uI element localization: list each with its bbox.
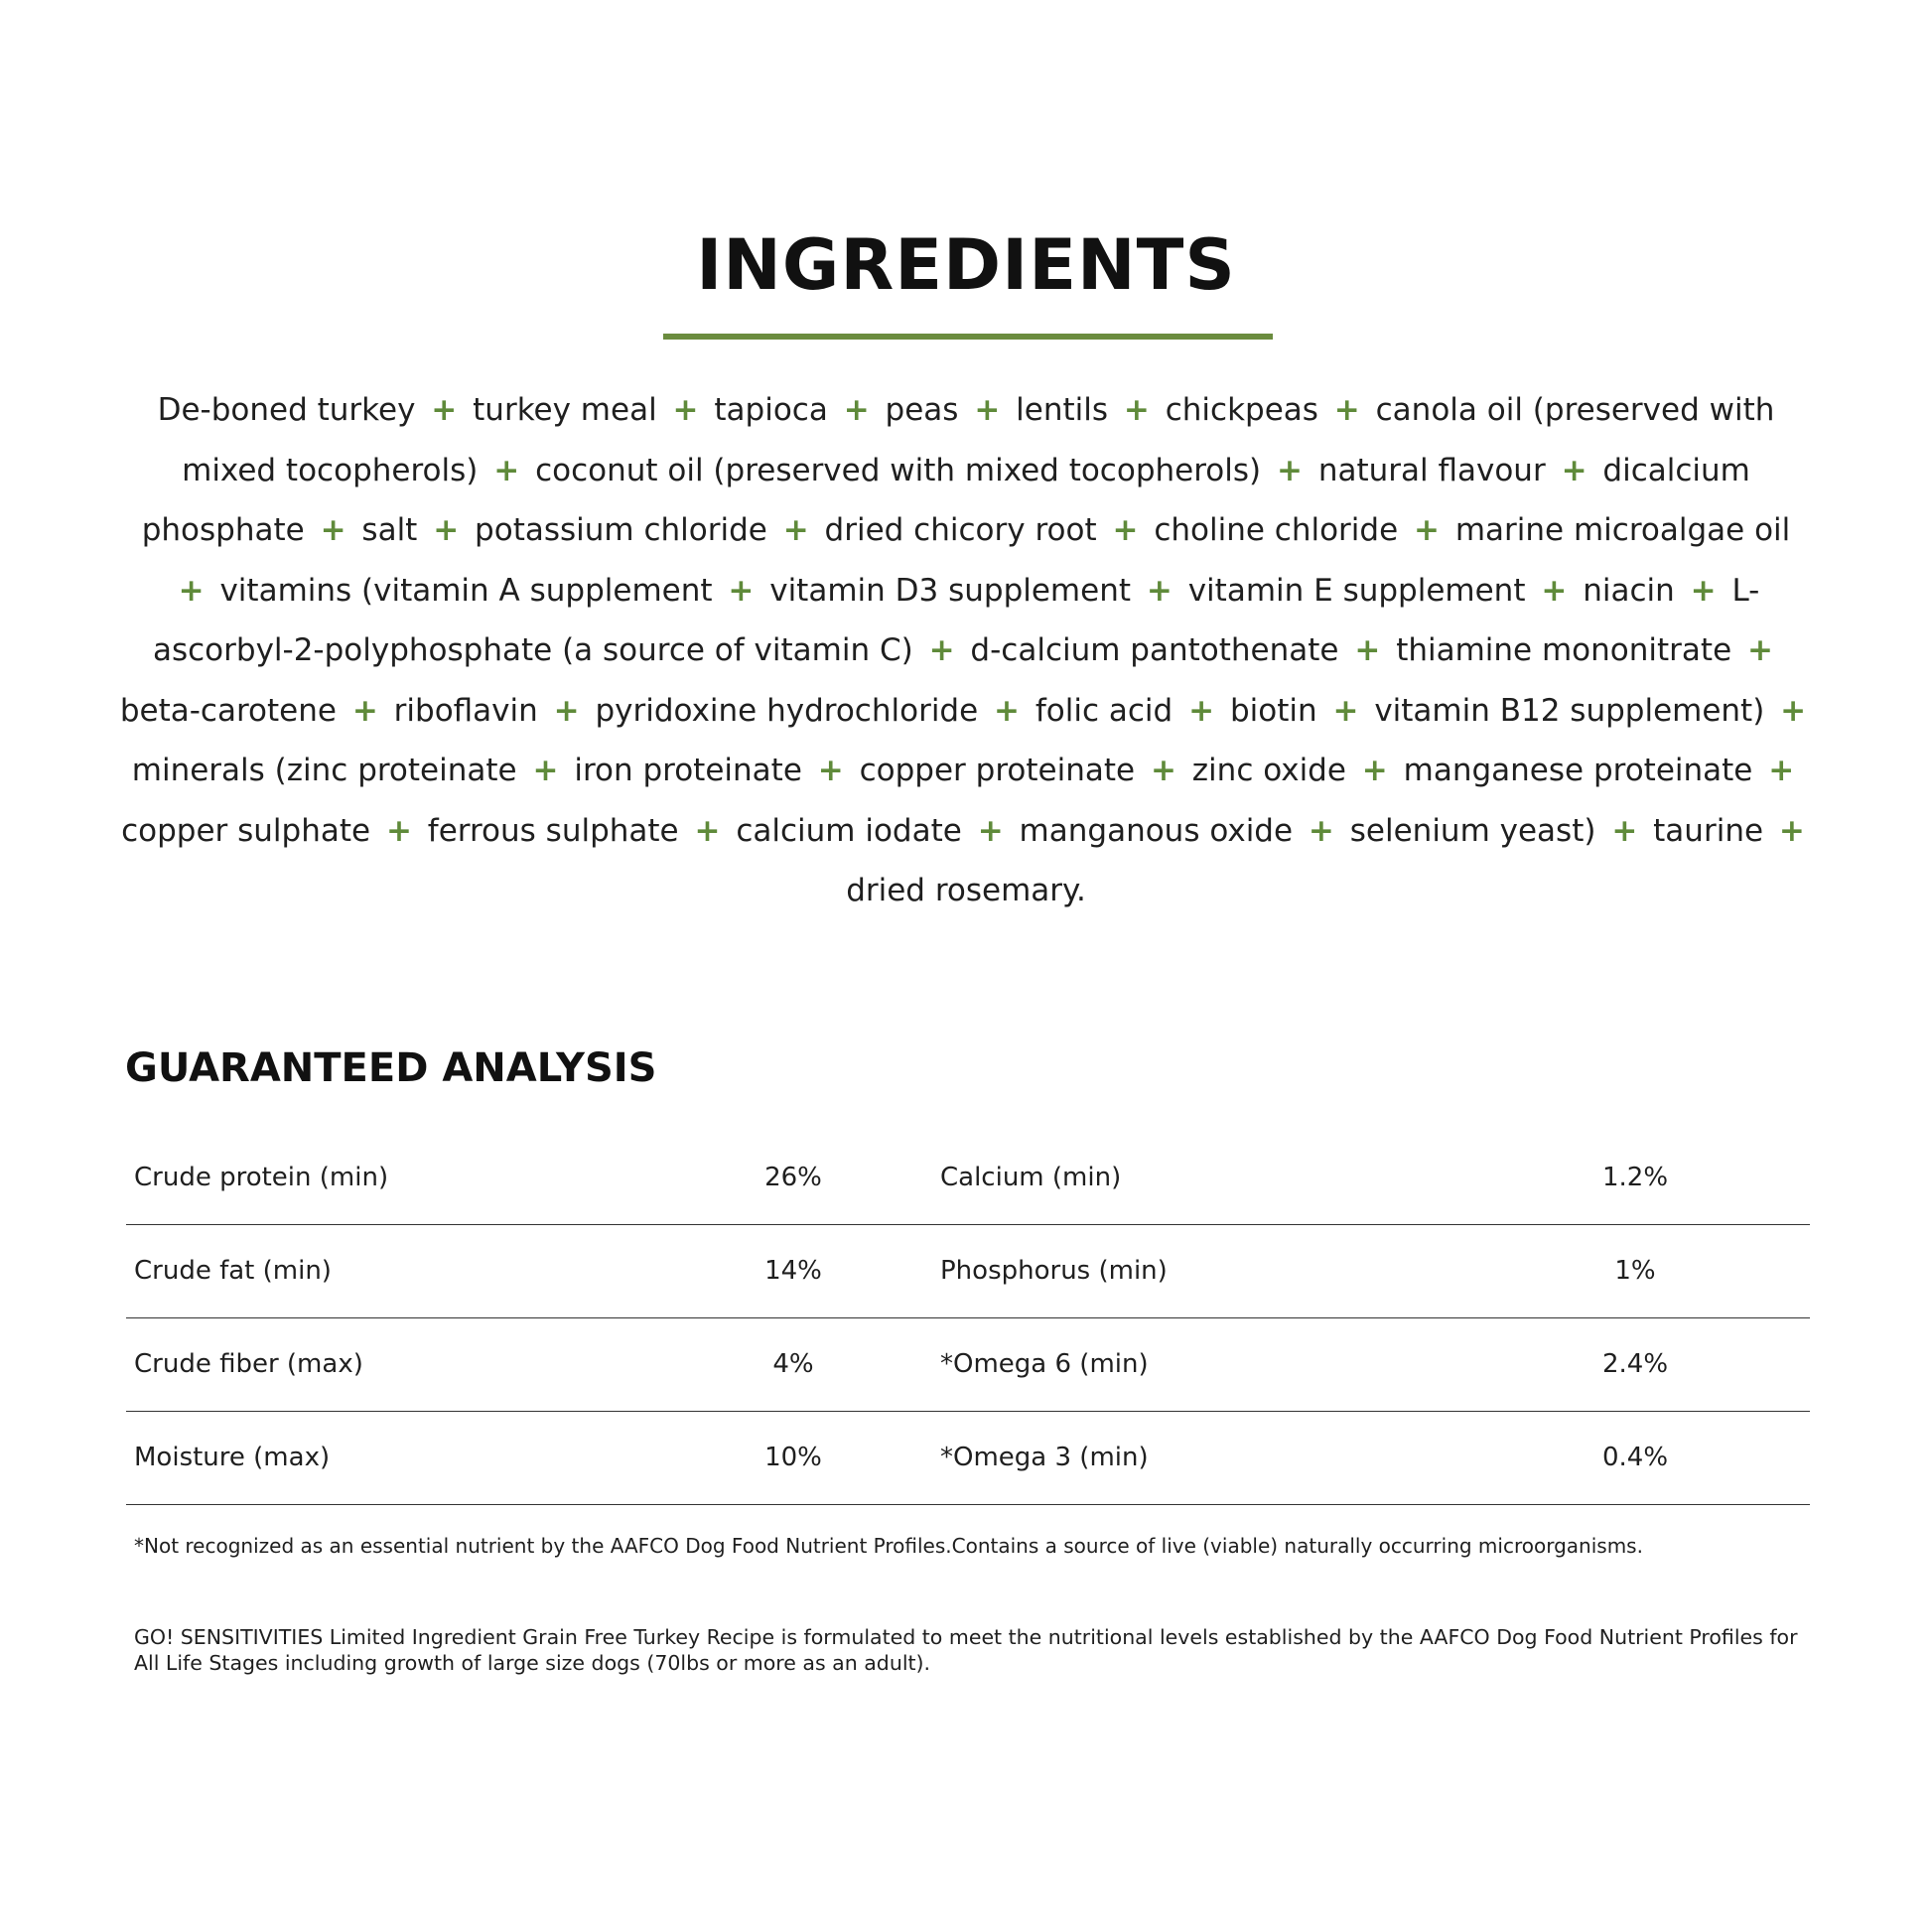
plus-separator-icon: +	[320, 512, 346, 548]
ingredient-item: zinc oxide	[1191, 753, 1346, 788]
plus-separator-icon: +	[493, 452, 520, 488]
plus-separator-icon: +	[782, 512, 809, 548]
ingredient-item: choline chloride	[1154, 512, 1399, 548]
ingredient-item: folic acid	[1035, 692, 1173, 729]
nutrient-name: Crude fat (min)	[134, 1256, 332, 1286]
nutrient-value: 1%	[1614, 1256, 1656, 1286]
nutrient-name: Phosphorus (min)	[940, 1256, 1168, 1286]
plus-separator-icon: +	[1361, 753, 1388, 788]
plus-separator-icon: +	[672, 392, 699, 428]
ingredient-item: chickpeas	[1165, 392, 1318, 428]
nutrient-name: Crude protein (min)	[134, 1163, 389, 1192]
plus-separator-icon: +	[385, 812, 412, 849]
ingredient-item: riboflavin	[393, 692, 538, 729]
ingredient-item: vitamin E supplement	[1187, 572, 1526, 609]
plus-separator-icon: +	[532, 753, 559, 788]
plus-separator-icon: +	[1561, 452, 1587, 488]
guaranteed-analysis-title: GUARANTEED ANALYSIS	[125, 1045, 657, 1091]
ingredient-item: vitamin D3 supplement	[769, 572, 1131, 609]
ingredient-item: manganous oxide	[1019, 812, 1294, 849]
ingredient-item: canola oil (preserved with mixed tocopherols)	[182, 392, 1775, 488]
plus-separator-icon: +	[351, 692, 378, 729]
plus-separator-icon: +	[1780, 692, 1807, 729]
ingredient-item: d-calcium pantothenate	[970, 632, 1339, 668]
ingredient-item: biotin	[1229, 692, 1317, 729]
ingredients-title: INGREDIENTS	[696, 224, 1236, 306]
ingredient-item: manganese proteinate	[1403, 753, 1753, 788]
plus-separator-icon: +	[1188, 692, 1215, 729]
ingredient-item: natural flavour	[1317, 452, 1546, 488]
plus-separator-icon: +	[1690, 572, 1717, 609]
ingredient-item: turkey meal	[473, 392, 657, 428]
ingredient-item: tapioca	[714, 392, 828, 428]
ingredient-item: taurine	[1653, 812, 1764, 849]
plus-separator-icon: +	[1414, 512, 1440, 548]
nutrient-value: 10%	[764, 1443, 822, 1472]
plus-separator-icon: +	[1276, 452, 1303, 488]
plus-separator-icon: +	[728, 572, 755, 609]
plus-separator-icon: +	[1332, 692, 1359, 729]
ingredient-item: L-ascorbyl-2-polyphosphate (a source of vitamin C)	[152, 572, 1760, 668]
ingredient-item: calcium iodate	[736, 812, 962, 849]
plus-separator-icon: +	[974, 392, 1001, 428]
ingredient-item: minerals (zinc proteinate	[131, 753, 517, 788]
plus-separator-icon: +	[433, 512, 460, 548]
plus-separator-icon: +	[1150, 753, 1176, 788]
plus-separator-icon: +	[1611, 812, 1638, 849]
nutrient-value: 14%	[764, 1256, 822, 1286]
nutrient-value: 2.4%	[1601, 1349, 1669, 1379]
ingredient-item: beta-carotene	[119, 692, 337, 729]
table-row	[126, 1318, 1810, 1412]
nutrient-name: Calcium (min)	[940, 1163, 1122, 1192]
ingredient-item: dried chicory root	[824, 512, 1097, 548]
nutrient-name: Crude fiber (max)	[134, 1349, 363, 1379]
plus-separator-icon: +	[178, 572, 205, 609]
plus-separator-icon: +	[1112, 512, 1139, 548]
plus-separator-icon: +	[1146, 572, 1173, 609]
ingredient-item: salt	[361, 512, 418, 548]
ingredient-item: thiamine mononitrate	[1396, 632, 1732, 668]
nutrient-value: 26%	[764, 1163, 822, 1192]
ingredient-item: peas	[885, 392, 959, 428]
nutrient-name: *Omega 3 (min)	[940, 1443, 1149, 1472]
ingredient-item: pyridoxine hydrochloride	[595, 692, 979, 729]
plus-separator-icon: +	[694, 812, 721, 849]
plus-separator-icon: +	[843, 392, 870, 428]
plus-separator-icon: +	[1123, 392, 1150, 428]
plus-separator-icon: +	[1778, 812, 1805, 849]
guaranteed-analysis-table	[126, 1132, 1810, 1505]
ingredients-list	[119, 380, 1813, 921]
nutrient-value: 4%	[772, 1349, 814, 1379]
aafco-statement: GO! SENSITIVITIES Limited Ingredient Grain Free Turkey Recipe is formulated to meet the nutritional levels established by the AAFCO Dog Food Nutrient Profiles for All Life Stages including growth of large size dogs (70lbs or more as an adult).	[134, 1625, 1798, 1675]
ingredient-item: coconut oil (preserved with mixed tocopherols)	[535, 452, 1262, 488]
plus-separator-icon: +	[1768, 753, 1795, 788]
plus-separator-icon: +	[817, 753, 844, 788]
ingredient-item: marine microalgae oil	[1454, 512, 1791, 548]
ingredient-item: niacin	[1583, 572, 1675, 609]
plus-separator-icon: +	[553, 692, 580, 729]
table-row	[126, 1412, 1810, 1505]
plus-separator-icon: +	[1747, 632, 1773, 668]
plus-separator-icon: +	[431, 392, 458, 428]
plus-separator-icon: +	[1354, 632, 1381, 668]
plus-separator-icon: +	[1333, 392, 1360, 428]
nutrient-name: *Omega 6 (min)	[940, 1349, 1149, 1379]
nutrient-value: 1.2%	[1601, 1163, 1669, 1192]
ingredient-item: dicalcium phosphate	[141, 452, 1750, 548]
ingredient-item: dried rosemary.	[846, 873, 1086, 908]
plus-separator-icon: +	[928, 632, 955, 668]
ingredient-item: potassium chloride	[475, 512, 767, 548]
ingredient-item: iron proteinate	[574, 753, 802, 788]
plus-separator-icon: +	[977, 812, 1004, 849]
ingredient-item: vitamins (vitamin A supplement	[219, 572, 713, 609]
nutrient-value: 0.4%	[1601, 1443, 1669, 1472]
ingredient-item: copper proteinate	[859, 753, 1136, 788]
table-row	[126, 1132, 1810, 1225]
ingredient-item: ferrous sulphate	[427, 812, 679, 849]
nutrient-name: Moisture (max)	[134, 1443, 331, 1472]
ingredient-item: De-boned turkey	[157, 392, 416, 428]
plus-separator-icon: +	[1308, 812, 1334, 849]
footnote: *Not recognized as an essential nutrient by the AAFCO Dog Food Nutrient Profiles.Contains a source of live (viable) naturally occurring microorganisms.	[134, 1534, 1643, 1558]
plus-separator-icon: +	[1541, 572, 1568, 609]
table-row	[126, 1225, 1810, 1318]
ingredient-item: lentils	[1016, 392, 1109, 428]
title-underline	[663, 334, 1273, 340]
ingredient-item: selenium yeast)	[1349, 812, 1596, 849]
ingredient-item: copper sulphate	[121, 812, 371, 849]
plus-separator-icon: +	[994, 692, 1021, 729]
ingredient-item: vitamin B12 supplement)	[1374, 692, 1765, 729]
